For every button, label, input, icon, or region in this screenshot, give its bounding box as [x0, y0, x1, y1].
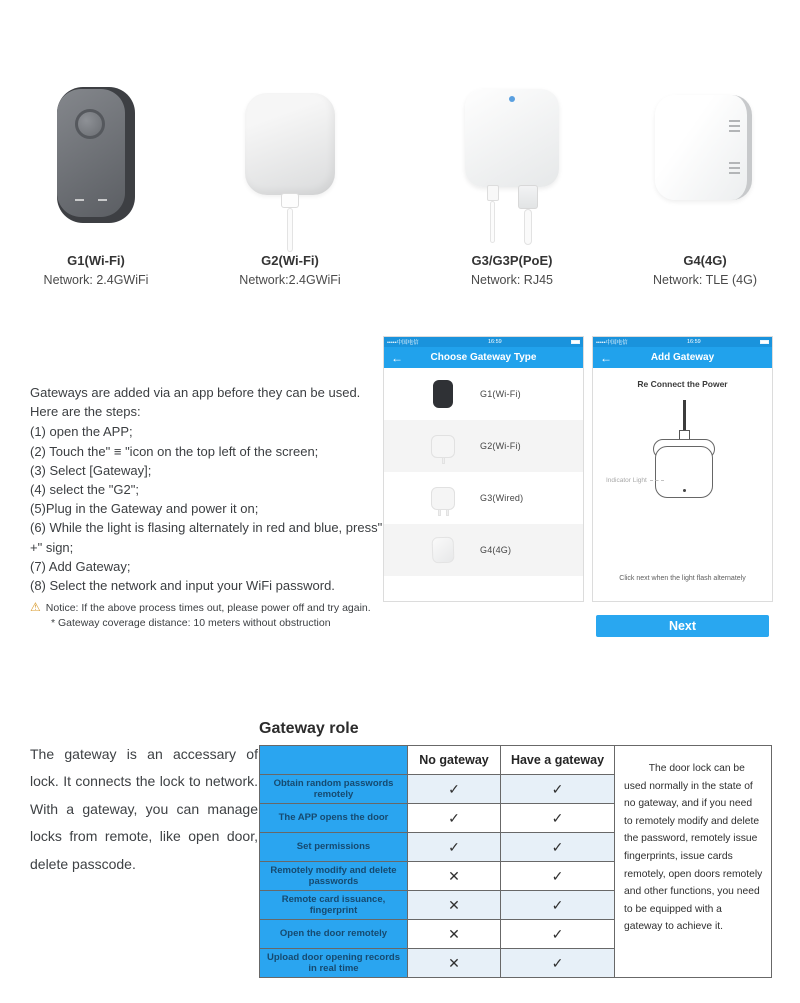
check-mark: ✓ [501, 804, 615, 833]
indicator-light-callout [606, 477, 664, 484]
gateway-g3-card [432, 85, 592, 287]
app-header [593, 347, 772, 368]
status-time: 16:59 [686, 339, 701, 345]
g3-rj45-plug [518, 185, 538, 209]
gateway-g4-card [625, 85, 785, 287]
app-screenshot-choose-gateway [383, 336, 584, 602]
g4-device-shape [655, 95, 752, 200]
check-mark: ✓ [408, 804, 501, 833]
notice-block [30, 601, 390, 631]
device-name: G4(4G) [683, 253, 727, 268]
g3-usb-connector [487, 185, 499, 201]
check-mark: ✓ [501, 862, 615, 891]
g1-led-marks [75, 199, 107, 201]
row-label: Upload door opening records in real time [260, 949, 408, 978]
gateway-g1-card [16, 85, 176, 287]
app-header-title: Choose Gateway Type [430, 352, 537, 363]
g4-vent-slots [729, 159, 740, 177]
step-line: (5)Plug in the Gateway and power it on; [30, 501, 259, 517]
cross-mark: ✕ [408, 891, 501, 920]
column-no-gateway: No gateway [408, 746, 501, 775]
power-cable-line [683, 400, 686, 432]
g3-usb-cable [490, 201, 495, 243]
gateway-role-table [259, 745, 772, 978]
g2-thumbnail [428, 435, 458, 458]
gateway-line-drawing [593, 389, 772, 633]
g4-thumbnail [428, 537, 458, 563]
column-have-gateway: Have a gateway [501, 746, 615, 775]
device-name: G3/G3P(PoE) [471, 253, 553, 268]
step-line: (3) Select [Gateway]; [30, 462, 152, 478]
device-network: Network:2.4GWiFi [239, 273, 341, 287]
flash-hint-text: Click next when the light flash alternately [619, 575, 746, 582]
table-header-row [260, 746, 772, 775]
row-label: Remotely modify and delete passwords [260, 862, 408, 891]
app-header [384, 347, 583, 368]
g1-device-face [57, 89, 125, 217]
g2-usb-connector [281, 193, 299, 208]
next-button[interactable]: Next [596, 615, 769, 637]
gateway-g4-photo [625, 85, 785, 235]
option-label: G2(Wi-Fi) [480, 441, 521, 451]
gateway-type-option-g3[interactable] [384, 472, 583, 524]
setup-steps-section [30, 383, 388, 595]
warning-triangle-icon: ⚠ [30, 600, 41, 614]
empty-header-cell [260, 746, 408, 775]
gateway-role-heading: Gateway role [259, 720, 359, 737]
gateway-g3-photo [432, 85, 592, 235]
indicator-light-dot [683, 489, 686, 492]
step-line: (8) Select the network and input your WiFi password. [30, 578, 335, 594]
g1-thumbnail [428, 380, 458, 408]
cross-mark: ✕ [408, 949, 501, 978]
check-mark: ✓ [501, 891, 615, 920]
battery-icon [571, 340, 580, 344]
gateway-type-option-g2[interactable] [384, 420, 583, 472]
reconnect-power-text: Re Connect the Power [637, 379, 728, 389]
g1-pair-button-detail [75, 109, 105, 139]
back-arrow-icon[interactable]: ← [391, 350, 403, 365]
note-text: The door lock can be used normally in the state of no gateway, and if you need to remotely modify and delete the password, remotely issue fingerprints, issue cards remotely, open doors remotely and other functions, you need to be equipped with a gateway to achieve it. [624, 763, 763, 933]
cross-mark: ✕ [408, 920, 501, 949]
row-label: Obtain random passwords remotely [260, 775, 408, 804]
gateway-type-option-g1[interactable] [384, 368, 583, 420]
table-note-cell [615, 746, 772, 978]
step-line: (4) select the "G2"; [30, 482, 139, 498]
gateway-g2-card [210, 85, 370, 287]
g3-rj45-cable [524, 209, 532, 245]
step-line: (7) Add Gateway; [30, 558, 131, 574]
steps-intro: Gateways are added via an app before they can be used. Here are the steps: [30, 385, 361, 420]
step-line: (6) While the light is flasing alternately in red and blue, press" +" sign; [30, 520, 383, 555]
app-screenshot-add-gateway [592, 336, 773, 633]
g2-cable [287, 208, 293, 252]
battery-icon [760, 340, 769, 344]
gateway-g2-photo [210, 85, 370, 235]
g1-device-shape [57, 87, 135, 223]
device-name: G1(Wi-Fi) [67, 253, 125, 268]
g3-thumbnail [428, 487, 458, 510]
check-mark: ✓ [501, 949, 615, 978]
gateway-g1-photo [16, 85, 176, 235]
step-line: (1) open the APP; [30, 424, 133, 440]
option-label: G3(Wired) [480, 493, 524, 503]
carrier-text: •••••中国电信 [596, 340, 628, 346]
check-mark: ✓ [408, 833, 501, 862]
app-header-title: Add Gateway [650, 352, 715, 363]
option-label: G4(4G) [480, 545, 512, 555]
gateway-type-option-g4[interactable] [384, 524, 583, 576]
g4-vent-slots [729, 117, 740, 135]
row-label: Set permissions [260, 833, 408, 862]
device-network: Network: 2.4GWiFi [43, 273, 149, 287]
cross-mark: ✕ [408, 862, 501, 891]
device-name: G2(Wi-Fi) [261, 253, 319, 268]
g2-device-shape [245, 93, 335, 195]
g3-led-indicator [509, 96, 515, 102]
dashed-leader-line [650, 480, 664, 481]
device-network: Network: RJ45 [471, 273, 553, 287]
row-label: Open the door remotely [260, 920, 408, 949]
check-mark: ✓ [501, 920, 615, 949]
row-label: The APP opens the door [260, 804, 408, 833]
back-arrow-icon[interactable]: ← [600, 350, 612, 365]
step-line: (2) Touch the" ≡ "icon on the top left of the screen; [30, 443, 319, 459]
indicator-light-label: Indicator Light [606, 477, 647, 484]
phone-status-bar [593, 337, 772, 347]
carrier-text: •••••中国电信 [387, 340, 419, 346]
check-mark: ✓ [408, 775, 501, 804]
phone-status-bar [384, 337, 583, 347]
device-network: Network: TLE (4G) [653, 273, 757, 287]
check-mark: ✓ [501, 833, 615, 862]
option-label: G1(Wi-Fi) [480, 389, 521, 399]
row-label: Remote card issuance, fingerprint [260, 891, 408, 920]
g3-device-shape [465, 89, 559, 187]
check-mark: ✓ [501, 775, 615, 804]
notice-text: Notice: If the above process times out, please power off and try again. [45, 602, 371, 614]
status-time: 16:59 [487, 339, 502, 345]
gateway-description-paragraph: The gateway is an accessary of lock. It connects the lock to network. With a gateway, you can manage locks from remote, like open door, delete passcode. [30, 746, 258, 872]
notice-text-2: * Gateway coverage distance: 10 meters without obstruction [51, 617, 331, 629]
